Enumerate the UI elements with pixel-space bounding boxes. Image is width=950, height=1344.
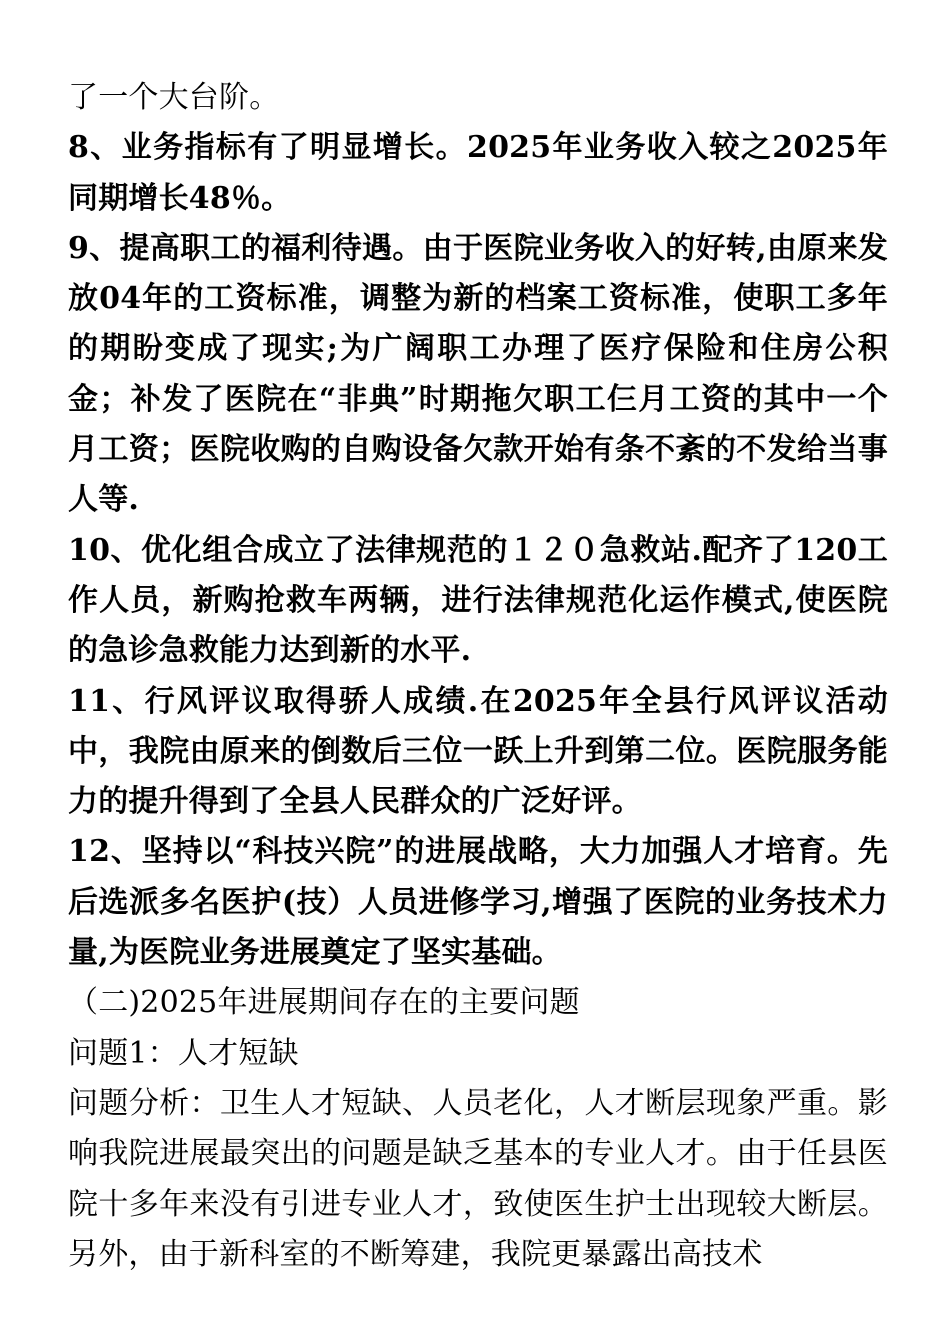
section-heading: （二)2025年进展期间存在的主要问题 <box>68 985 580 1021</box>
problem-analysis: 问题分析：卫生人才短缺、人员老化，人才断层现象严重。影响我院进展最突出的问题是缺乏基本的专业人才。由于任县医院十多年来没有引进专业人才，致使医生护士出现较大断层。另外，由于新科室的不断筹建，我院更暴露出高技术 <box>68 1085 888 1272</box>
paragraph-item-9: 9、提高职工的福利待遇。由于医院业务收入的好转,由原来发放04年的工资标准，调整为新的档案工资标准，使职工多年的期盼变成了现实;为广阔职工办理了医疗保险和住房公积金；补发了医院在“非典”时期拖欠职工仨月工资的其中一个月工资；医院收购的自购设备欠款开始有条不紊的不发给当事人等. <box>68 230 888 518</box>
paragraph-item-11: 11、行风评议取得骄人成绩.在2025年全县行风评议活动中，我院由原来的倒数后三位一跃上升到第二位。医院服务能力的提升得到了全县人民群众的广泛好评。 <box>68 683 888 820</box>
paragraph-item-10: 10、优化组合成立了法律规范的１２０急救站.配齐了120工作人员，新购抢救车两辆，进行法律规范化运作模式,使医院的急诊急救能力达到新的水平. <box>68 532 888 669</box>
paragraph-item-8: 8、业务指标有了明显增长。2025年业务收入较之2025年同期增长48％。 <box>68 130 888 216</box>
document-page <box>68 73 888 1280</box>
paragraph-continuation: 了一个大台阶。 <box>68 80 280 115</box>
problem-title: 问题1：人才短缺 <box>68 1035 299 1071</box>
paragraph-item-12: 12、坚持以“科技兴院”的进展战略，大力加强人才培育。先后选派多名医护(技）人员进修学习,增强了医院的业务技术力量,为医院业务进展奠定了坚实基础。 <box>68 834 888 971</box>
